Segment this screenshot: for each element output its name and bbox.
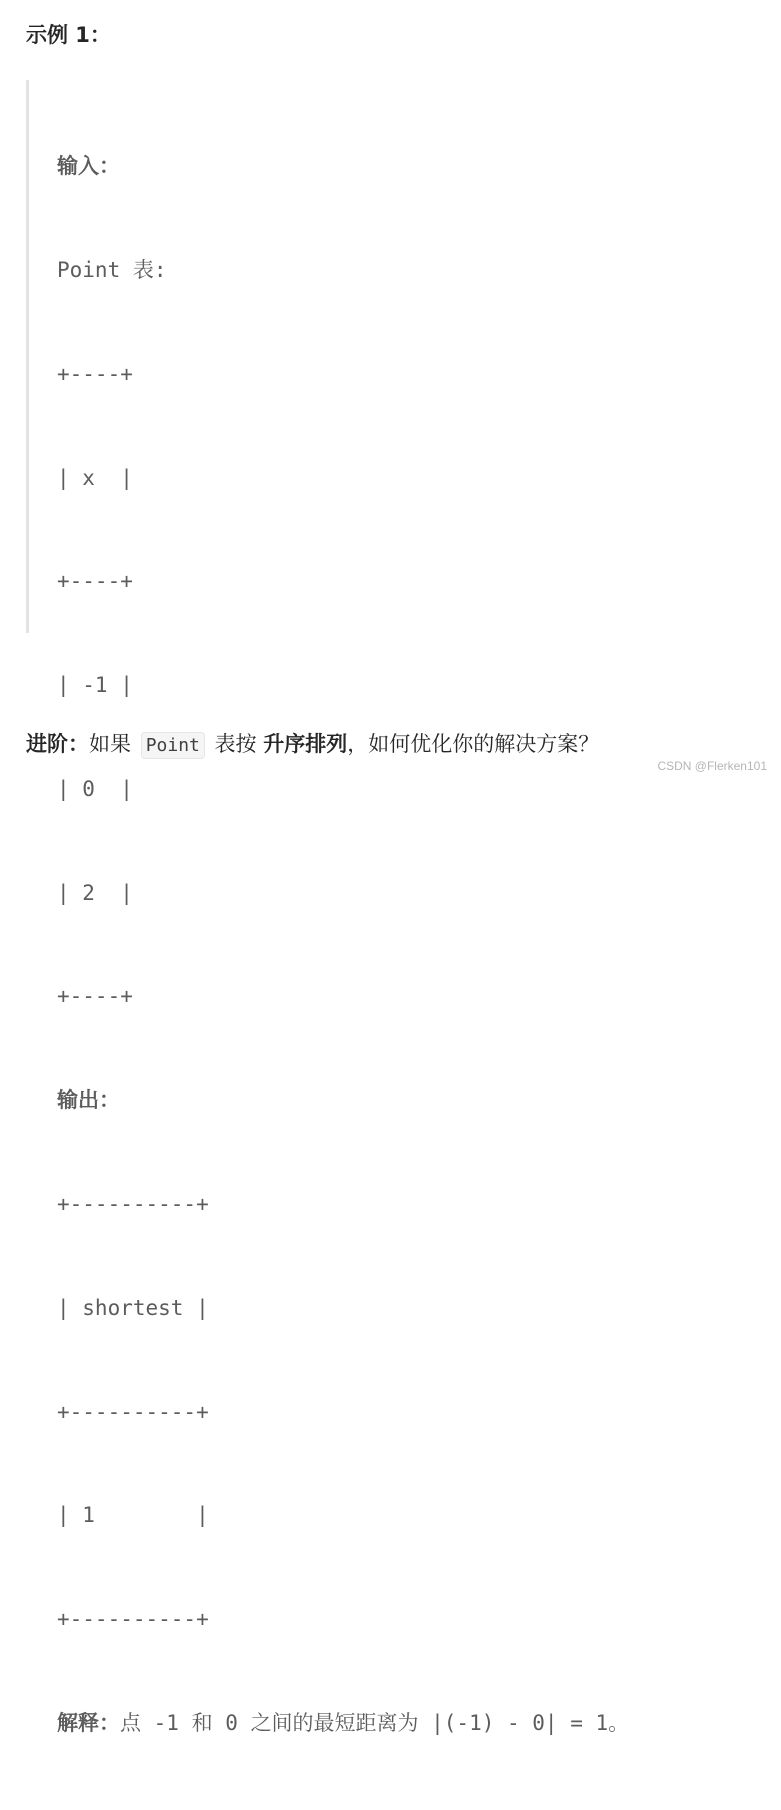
output-table-line: +----------+ xyxy=(57,1607,209,1632)
example-heading: 示例 1： xyxy=(26,23,111,47)
output-table-line: | 1 | xyxy=(57,1503,209,1528)
output-table-line: +----------+ xyxy=(57,1399,209,1424)
followup-paragraph xyxy=(26,727,599,763)
input-table-line: +----+ xyxy=(57,569,133,594)
input-label: 输入： xyxy=(57,154,120,179)
followup-label: 进阶： xyxy=(26,732,89,756)
followup-text-before: 如果 xyxy=(89,732,138,756)
input-table-line: | 2 | xyxy=(57,880,133,905)
followup-text-middle: 表按 xyxy=(207,732,264,756)
explanation-label: 解释： xyxy=(57,1710,120,1735)
inline-code-point: Point xyxy=(141,732,205,759)
followup-bold-text: 升序排列 xyxy=(263,732,348,756)
input-table-line: +----+ xyxy=(57,984,133,1009)
output-table-line: +----------+ xyxy=(57,1192,209,1216)
watermark: CSDN @Flerken101 xyxy=(657,759,767,773)
input-table-line: +----+ xyxy=(57,361,133,386)
example-code-block xyxy=(57,80,629,1810)
table-caption: Point 表: xyxy=(57,257,167,282)
output-table-line: | shortest | xyxy=(57,1295,209,1320)
input-table-line: | 0 | xyxy=(57,776,133,801)
explanation-text: 点 -1 和 0 之间的最短距离为 |(-1) - 0| = 1。 xyxy=(120,1710,630,1735)
followup-text-after: ，如何优化你的解决方案？ xyxy=(347,732,600,756)
input-table-line: | -1 | xyxy=(57,673,133,698)
input-table-line: | x | xyxy=(57,465,133,490)
output-label: 输出： xyxy=(57,1088,120,1113)
